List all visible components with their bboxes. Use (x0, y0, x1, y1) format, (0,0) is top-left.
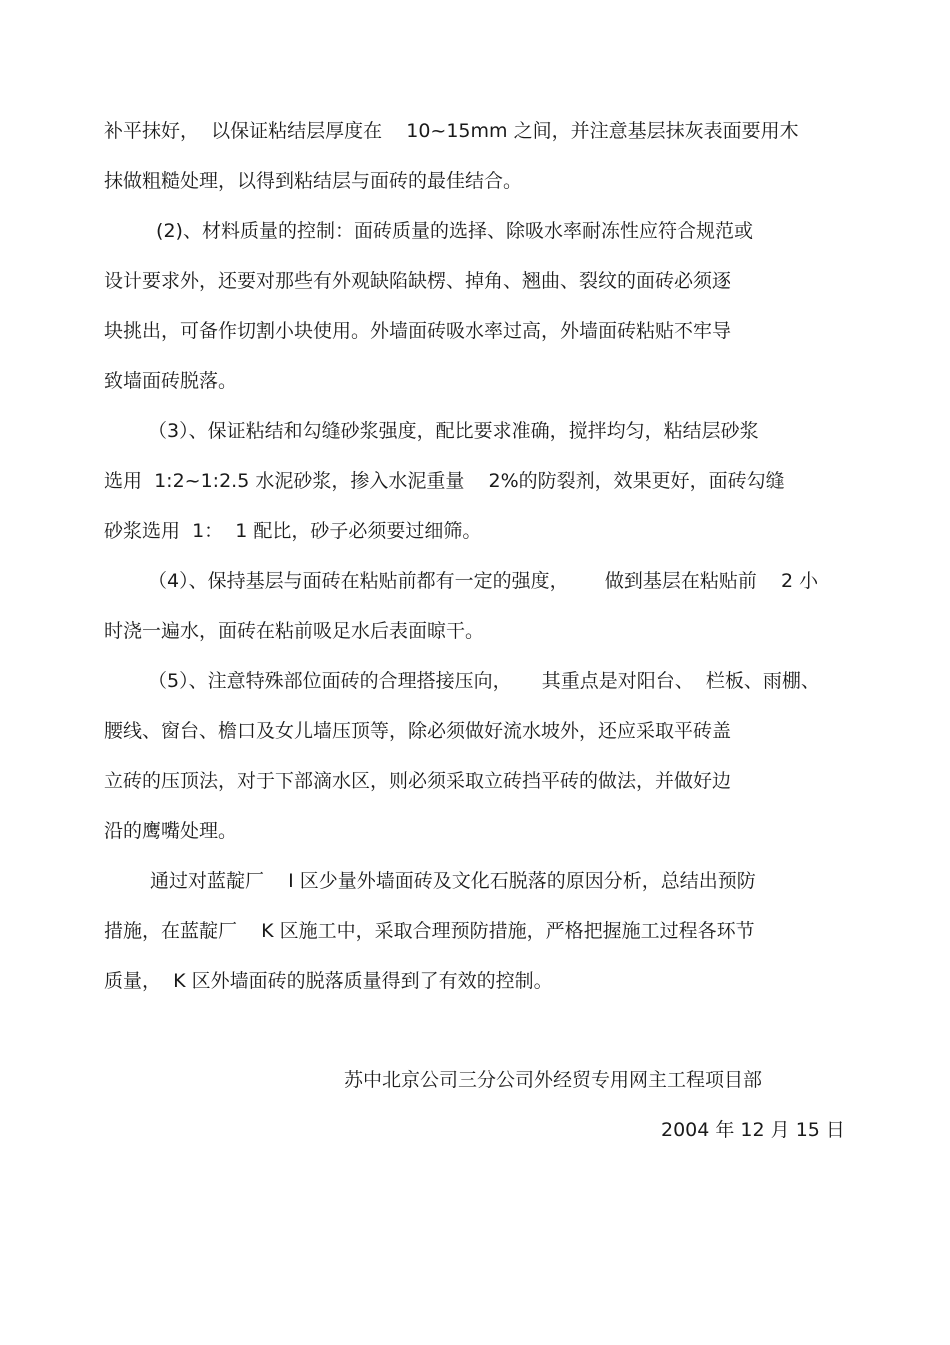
body-line: 选用 1:2~1:2.5 水泥砂浆，掺入水泥重量 2%的防裂剂，效果更好，面砖勾缝 (104, 470, 785, 492)
body-line: 块挑出，可备作切割小块使用。外墙面砖吸水率过高，外墙面砖粘贴不牢导 (104, 320, 732, 342)
body-line: （3）、保证粘结和勾缝砂浆强度，配比要求准确，搅拌均匀，粘结层砂浆 (148, 420, 759, 442)
body-line: 补平抹好， 以保证粘结层厚度在 10~15mm 之间，并注意基层抹灰表面要用木 (104, 120, 799, 142)
body-line: 砂浆选用 1： 1 配比，砂子必须要过细筛。 (104, 520, 482, 542)
body-line: 通过对蓝靛厂 I 区少量外墙面砖及文化石脱落的原因分析，总结出预防 (150, 870, 756, 892)
body-line: （5）、注意特殊部位面砖的合理搭接压向， 其重点是对阳台、 栏板、雨棚、 (148, 670, 820, 692)
signature-date: 2004 年 12 月 15 日 (661, 1119, 845, 1141)
body-line: 时浇一遍水，面砖在粘前吸足水后表面晾干。 (104, 620, 485, 642)
body-line: 设计要求外，还要对那些有外观缺陷缺楞、掉角、翘曲、裂纹的面砖必须逐 (104, 270, 732, 292)
body-line: 致墙面砖脱落。 (104, 370, 238, 392)
body-line: 措施，在蓝靛厂 K 区施工中，采取合理预防措施，严格把握施工过程各环节 (104, 920, 755, 942)
body-line: 腰线、窗台、檐口及女儿墙压顶等，除必须做好流水坡外，还应采取平砖盖 (104, 720, 732, 742)
body-line: （4）、保持基层与面砖在粘贴前都有一定的强度， 做到基层在粘贴前 2 小 (148, 570, 819, 592)
body-line: 立砖的压顶法，对于下部滴水区，则必须采取立砖挡平砖的做法，并做好边 (104, 770, 732, 792)
body-line: (2)、材料质量的控制：面砖质量的选择、除吸水率耐冻性应符合规范或 (150, 220, 753, 242)
body-line: 抹做粗糙处理，以得到粘结层与面砖的最佳结合。 (104, 170, 523, 192)
signature-organization: 苏中北京公司三分公司外经贸专用网主工程项目部 (344, 1069, 763, 1091)
body-line: 沿的鹰嘴处理。 (104, 820, 238, 842)
body-line: 质量， K 区外墙面砖的脱落质量得到了有效的控制。 (104, 970, 553, 992)
